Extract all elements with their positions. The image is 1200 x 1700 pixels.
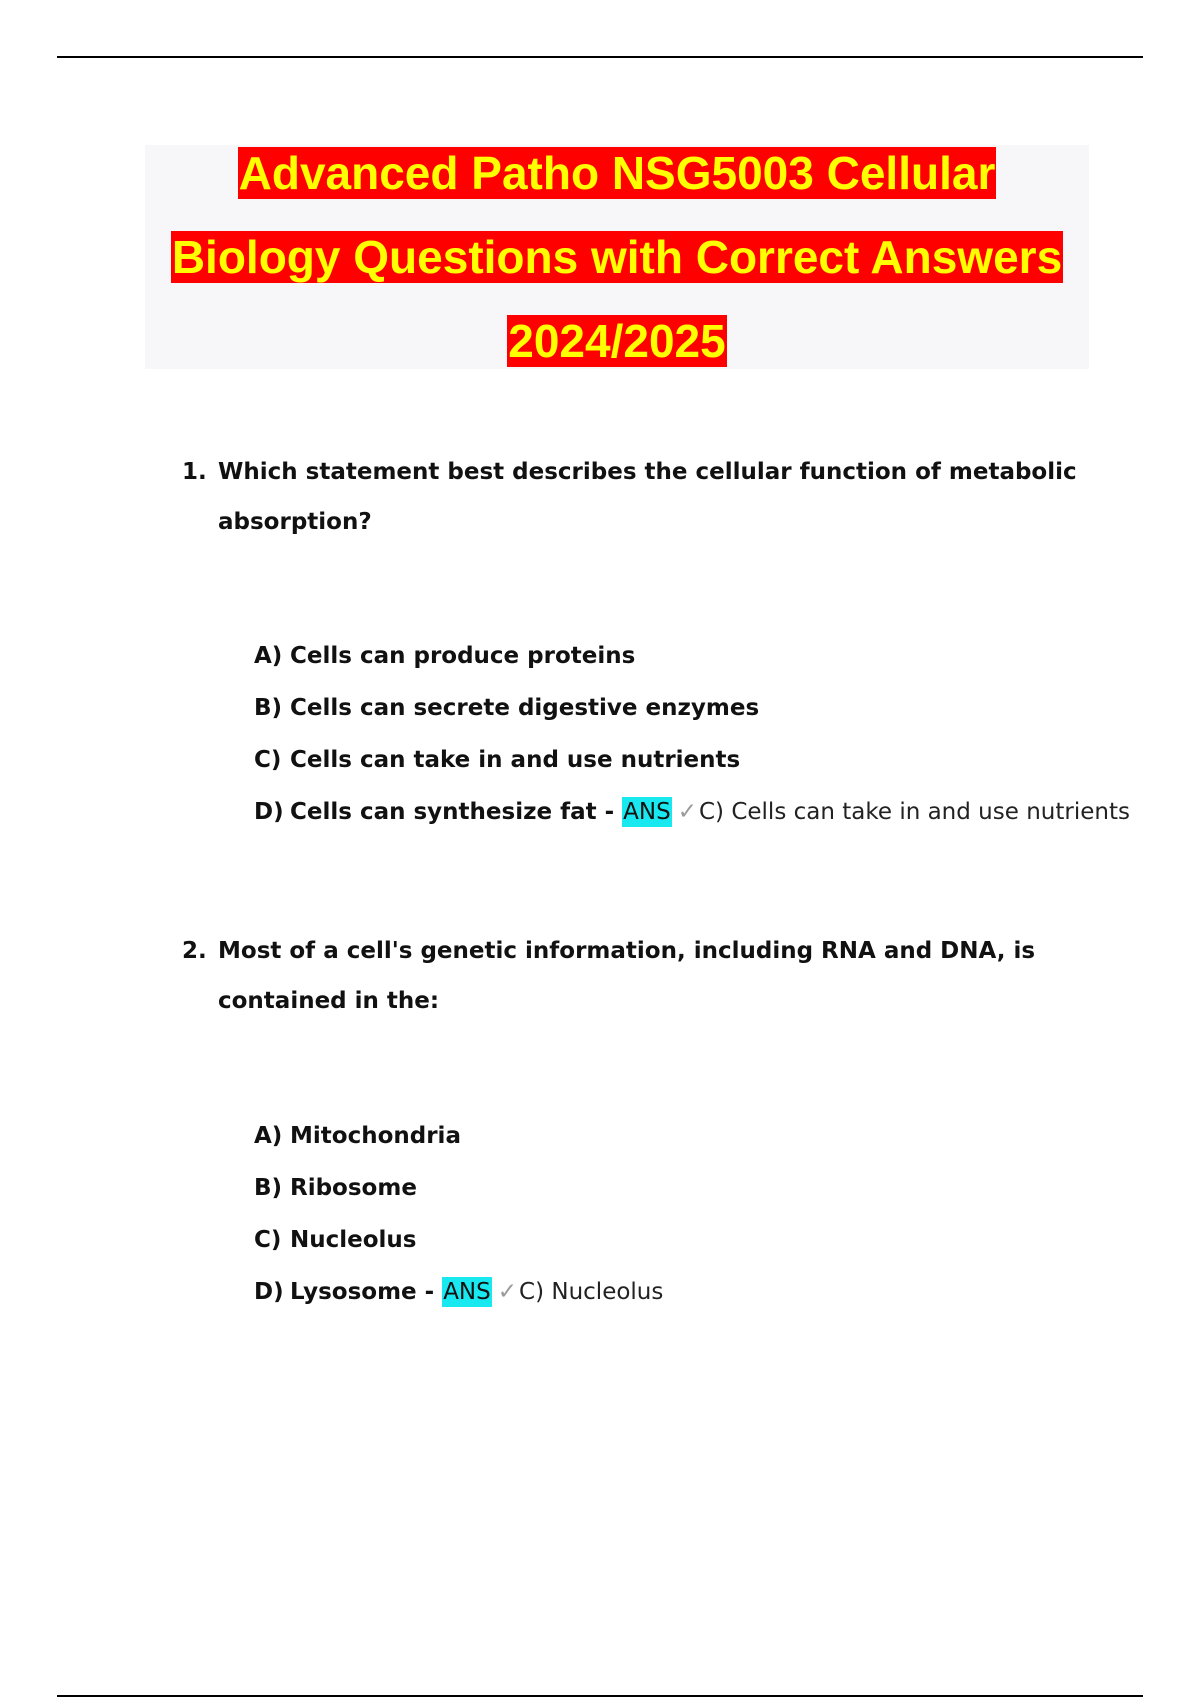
header-rule [57,56,1143,58]
footer-rule [57,1695,1143,1697]
option-d: D) Lysosome - ANS ✓C) Nucleolus [254,1279,664,1305]
title-line-3: 2024/2025 [508,315,726,367]
document-title [145,145,1089,369]
question-text: Which statement best describes the cellular function of metabolic absorption? [218,459,1077,535]
correct-answer: C) Cells can take in and use nutrients [698,799,1130,825]
ans-highlight: ANS [443,1279,491,1305]
title-line-2: Biology Questions with Correct Answers [171,231,1063,283]
option-d: D) Cells can synthesize fat - ANS ✓C) Cells can take in and use nutrients [254,799,1130,825]
option-a: A) Mitochondria [254,1123,461,1149]
check-icon: ✓ [497,1279,518,1305]
question-number: 1. [182,459,207,485]
title-line-1: Advanced Patho NSG5003 Cellular [238,147,996,199]
option-a: A) Cells can produce proteins [254,643,636,669]
question-number: 2. [182,938,207,964]
option-c: C) Nucleolus [254,1227,417,1253]
option-b: B) Cells can secrete digestive enzymes [254,695,760,721]
question-text: Most of a cell's genetic information, including RNA and DNA, is contained in the: [218,938,1036,1014]
check-icon: ✓ [677,799,697,825]
option-c: C) Cells can take in and use nutrients [254,747,741,773]
ans-highlight: ANS [623,799,671,825]
option-b: B) Ribosome [254,1175,417,1201]
correct-answer: C) Nucleolus [519,1279,664,1305]
